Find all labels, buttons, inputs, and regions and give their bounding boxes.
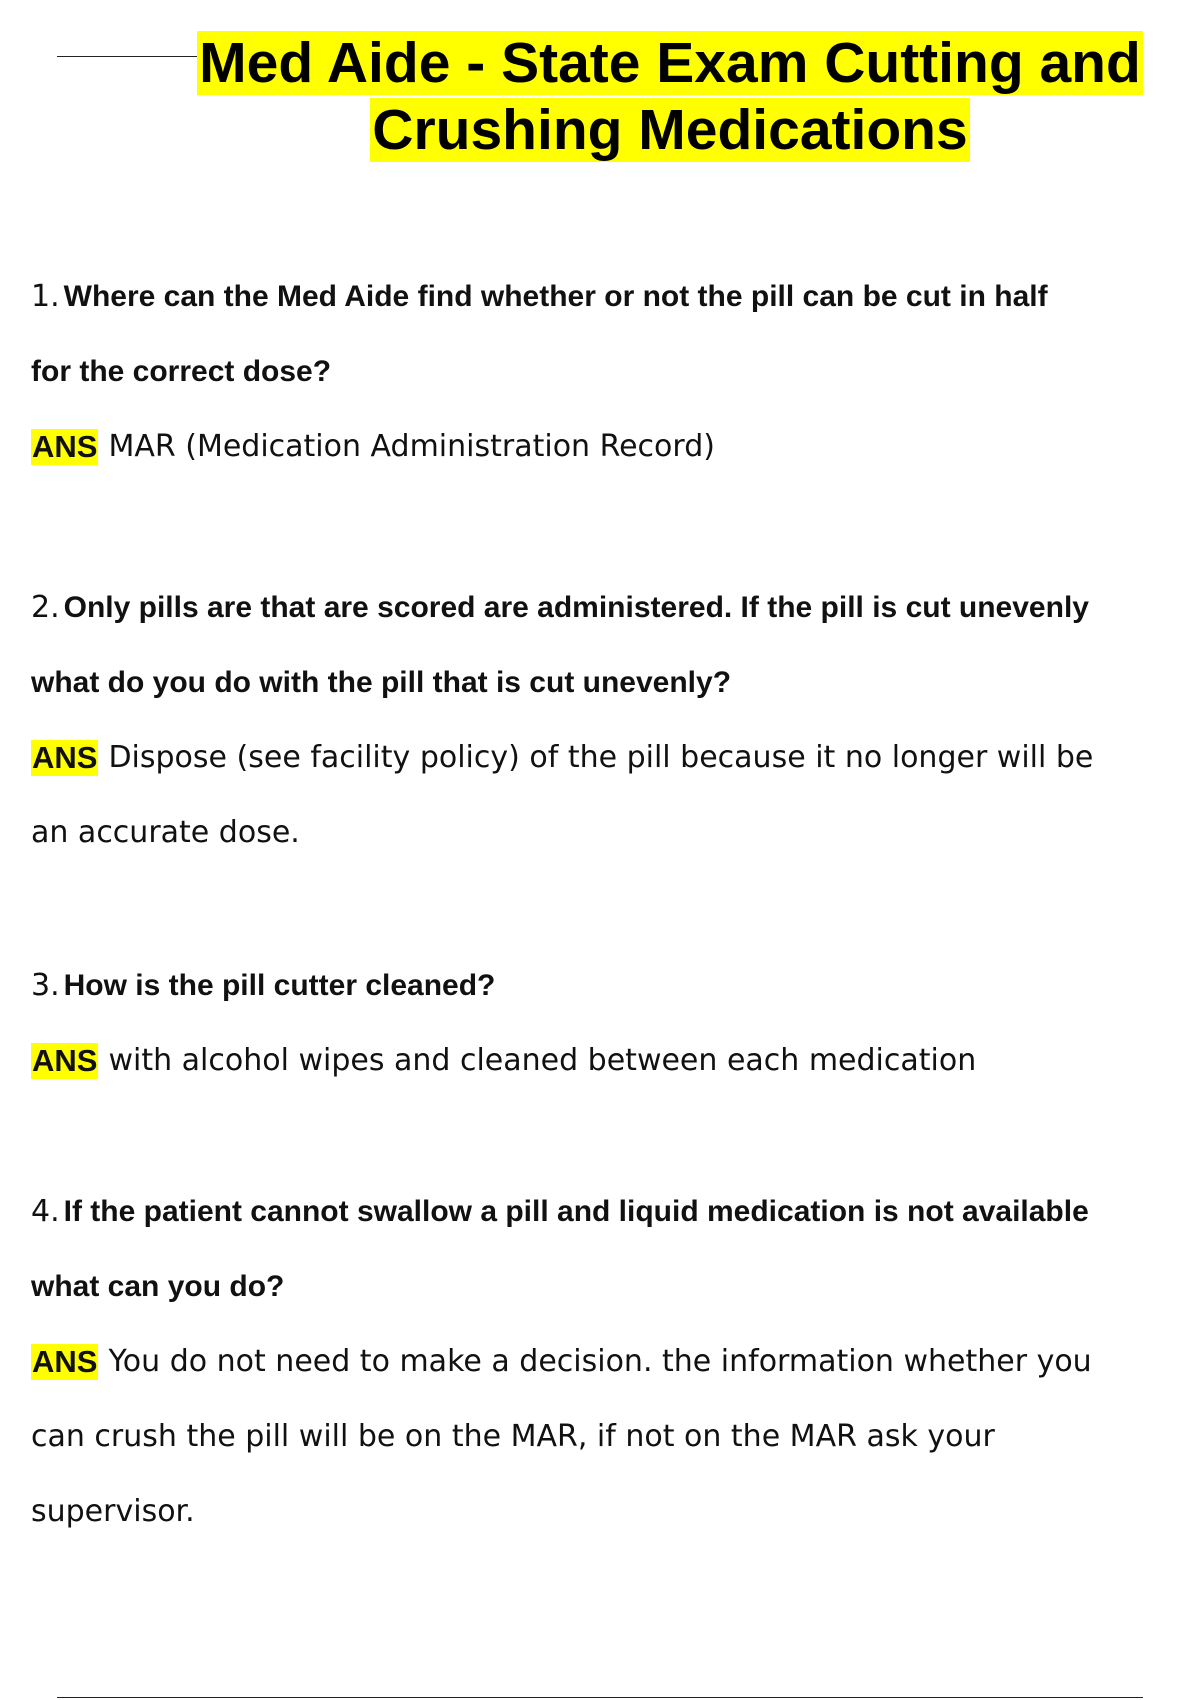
question-text: If the patient cannot swallow a pill and liquid medication is not available — [63, 1194, 1089, 1228]
question-line — [31, 570, 1181, 645]
answer-text: Dispose (see facility policy) of the pill because it no longer will be — [108, 740, 1094, 775]
answer-text: supervisor. — [31, 1494, 195, 1529]
answer-line — [31, 795, 1181, 870]
answer-line — [31, 1399, 1181, 1474]
question-text: what can you do? — [31, 1269, 285, 1303]
answer-line — [31, 409, 1181, 484]
question-block-4 — [31, 1174, 1181, 1549]
answer-text: You do not need to make a decision. the information whether you — [108, 1344, 1092, 1379]
question-line — [31, 1249, 1181, 1324]
answer-line — [31, 1324, 1181, 1399]
question-text: for the correct dose? — [31, 354, 332, 388]
question-number: 3. — [31, 968, 60, 1003]
question-block-1 — [31, 259, 1181, 484]
answer-label: ANS — [32, 1042, 98, 1078]
question-line — [31, 259, 1181, 334]
answer-text: an accurate dose. — [31, 815, 300, 850]
question-line — [31, 645, 1181, 720]
question-line — [31, 1174, 1181, 1249]
answer-label: ANS — [32, 1343, 98, 1379]
question-block-3 — [31, 948, 1181, 1098]
answer-line — [31, 1474, 1181, 1549]
footer-rule — [57, 1697, 1143, 1698]
answer-line — [31, 720, 1181, 795]
answer-text: MAR (Medication Administration Record) — [108, 429, 715, 464]
answer-text: can crush the pill will be on the MAR, if not on the MAR ask your — [31, 1419, 995, 1454]
answer-label: ANS — [32, 428, 98, 464]
question-number: 2. — [31, 590, 60, 625]
question-text: Only pills are that are scored are administered. If the pill is cut unevenly — [63, 590, 1089, 624]
answer-text: with alcohol wipes and cleaned between each medication — [108, 1043, 977, 1078]
question-text: what do you do with the pill that is cut unevenly? — [31, 665, 732, 699]
title-line-2: Crushing Medications — [372, 98, 968, 162]
question-line — [31, 948, 1181, 1023]
question-number: 4. — [31, 1194, 60, 1229]
question-text: Where can the Med Aide find whether or not the pill can be cut in half — [63, 279, 1048, 313]
question-number: 1. — [31, 279, 60, 314]
title-line-1: Med Aide - State Exam Cutting and — [199, 31, 1141, 95]
question-block-2 — [31, 570, 1181, 870]
question-line — [31, 334, 1181, 409]
answer-label: ANS — [32, 739, 98, 775]
answer-line — [31, 1023, 1181, 1098]
page-title — [150, 30, 1190, 164]
question-text: How is the pill cutter cleaned? — [63, 968, 496, 1002]
